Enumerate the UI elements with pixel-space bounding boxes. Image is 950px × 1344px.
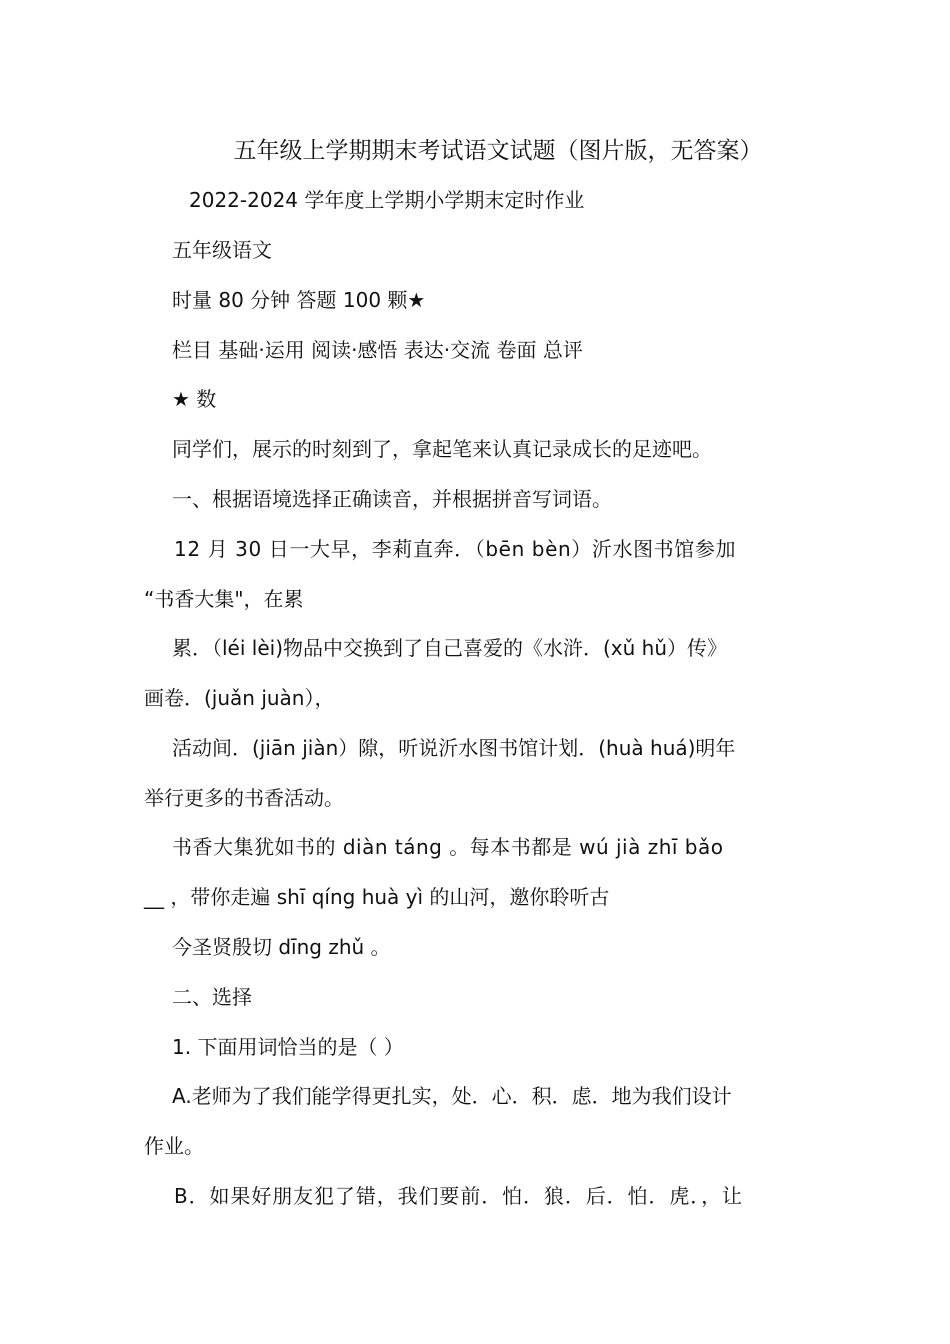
option-a-line-1: A.老师为了我们能学得更扎实，处．心．积．虑．地为我们设计 [172,1084,732,1108]
paragraph-3-line-2: 举行更多的书香活动。 [144,786,344,810]
paragraph-5-line-1: 今圣贤殷切 dīng zhǔ 。 [172,935,391,959]
time-info: 时量 80 分钟 答题 100 颗★ [172,288,426,312]
document-title: 五年级上学期期末考试语文试题（图片版，无答案） [233,138,763,164]
paragraph-2-line-1: 累．（léi lèi)物品中交换到了自己喜爱的《水浒．(xǔ hǔ）传》 [172,636,728,660]
paragraph-2-line-2: 画卷．(juǎn juàn）， [144,686,335,710]
paragraph-1-line-2: “书香大集"，在累 [144,587,304,611]
columns-header: 栏目 基础·运用 阅读·感悟 表达·交流 卷面 总评 [172,338,583,362]
section-1-heading: 一、根据语境选择正确读音，并根据拼音写词语。 [172,487,612,511]
paragraph-3-line-1: 活动间．(jiān jiàn）隙，听说沂水图书馆计划．(huà huá)明年 [172,736,736,760]
paragraph-4-line-2: __ ，带你走遍 shī qíng huà yì 的山河，邀你聆听古 [144,885,610,909]
document-subtitle: 2022-2024 学年度上学期小学期末定时作业 [189,188,585,212]
score-row: ★ 数 [172,387,217,411]
greeting-text: 同学们，展示的时刻到了，拿起笔来认真记录成长的足迹吧。 [172,437,712,461]
option-b-line-1: B．如果好朋友犯了错，我们要前．怕．狼．后．怕．虎．，让 [174,1184,743,1208]
section-2-heading: 二、选择 [172,985,252,1009]
paragraph-4-line-1: 书香大集犹如书的 diàn táng 。每本书都是 wú jià zhī bǎo [172,835,724,859]
option-a-line-2: 作业。 [144,1134,204,1158]
paragraph-1-line-1: 12 月 30 日一大早，李莉直奔．（bēn bèn）沂水图书馆参加 [174,537,737,561]
question-1: 1. 下面用词恰当的是（ ） [172,1035,404,1059]
grade-subject: 五年级语文 [172,238,272,262]
